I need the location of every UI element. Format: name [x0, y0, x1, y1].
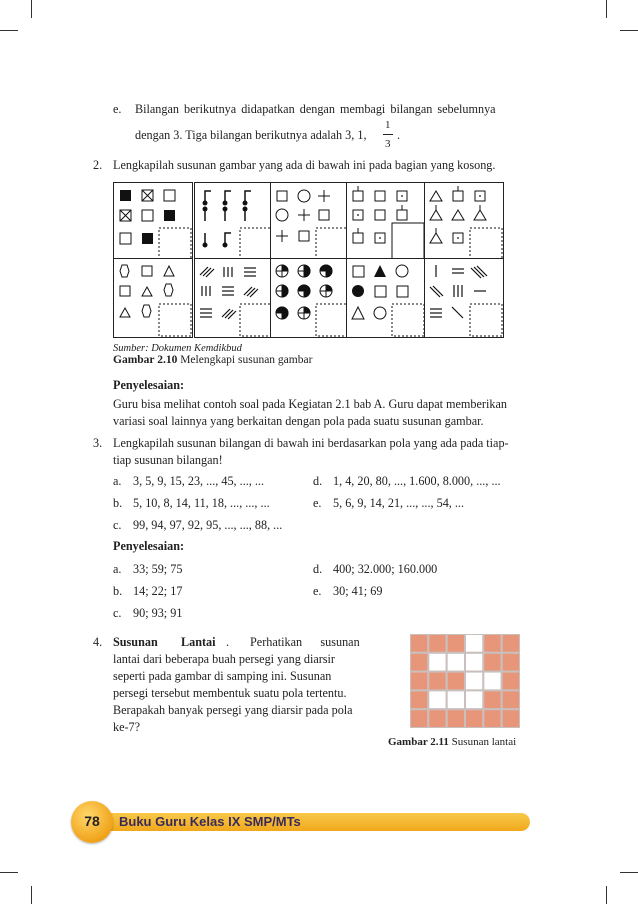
q3-solution-heading: Penyelesaian:: [113, 539, 185, 553]
pattern-puzzle-2: [194, 182, 274, 262]
q3-item-marker: d.: [313, 474, 323, 488]
figure-source: Sumber: Dokumen Kemdikbud: [113, 343, 242, 354]
q4-text-line2: lantai dari beberapa buah persegi yang diarsir: [113, 652, 335, 666]
solution-text-line1: Guru bisa melihat contoh soal pada Kegiatan 2.1 bab A. Guru dapat memberikan: [113, 397, 507, 411]
q4-text-line1: Perhatikan susunan: [250, 635, 360, 649]
crop-mark: [31, 0, 32, 18]
pattern-puzzle-3: [270, 182, 350, 262]
q4-text-line3: seperti pada gambar di samping ini. Susunan: [113, 669, 332, 683]
shaded-tile: [502, 672, 520, 691]
q3-solution-text: 14; 22; 17: [133, 584, 183, 598]
solution-text-line2: variasi soal lainnya yang berkaitan dengan pola pada suatu susunan gambar.: [113, 414, 484, 428]
shaded-tile: [428, 672, 446, 691]
fraction-denominator: 3: [385, 138, 391, 150]
shaded-tile: [447, 709, 465, 728]
shaded-tile: [428, 634, 446, 653]
q3-solution-text: 30; 41; 69: [333, 584, 383, 598]
pattern-puzzle-10: [424, 258, 504, 338]
shaded-tile: [502, 709, 520, 728]
crop-mark: [606, 0, 607, 18]
item-e-marker: e.: [113, 102, 122, 116]
floor-tile-grid: [410, 634, 520, 728]
figure-2-11-label: Gambar 2.11: [388, 736, 449, 748]
q3-number: 3.: [93, 436, 103, 450]
figure-2-11-text: Susunan lantai: [451, 736, 517, 748]
figure-caption-text: Melengkapi susunan gambar: [180, 354, 313, 366]
blank-tile: [428, 690, 446, 709]
blank-tile: [465, 672, 483, 691]
blank-tile: [447, 690, 465, 709]
q3-item-marker: e.: [313, 496, 322, 510]
figure-caption: [113, 352, 312, 369]
shaded-tile: [410, 709, 428, 728]
shaded-tile: [428, 709, 446, 728]
q2-number: 2.: [93, 158, 103, 172]
q4-text-line6: ke-7?: [113, 720, 141, 734]
shaded-tile: [502, 653, 520, 672]
q3-item-text: 5, 6, 9, 14, 21, ..., ..., 54, ...: [333, 496, 465, 510]
blank-tile: [465, 653, 483, 672]
pattern-puzzle-9: [346, 258, 426, 338]
shaded-tile: [483, 634, 501, 653]
blank-tile: [447, 653, 465, 672]
crop-mark: [0, 30, 18, 31]
q2-text: Lengkapilah susunan gambar yang ada di bawah ini pada bagian yang kosong.: [113, 158, 496, 172]
shaded-tile: [447, 634, 465, 653]
shaded-tile: [465, 709, 483, 728]
item-e-period: .: [397, 128, 401, 142]
shaded-tile: [483, 653, 501, 672]
shaded-tile: [410, 672, 428, 691]
blank-tile: [465, 690, 483, 709]
q3-solution-marker: a.: [113, 562, 122, 576]
crop-mark: [31, 886, 32, 904]
pattern-puzzle-1: [113, 182, 193, 262]
shaded-tile: [502, 690, 520, 709]
fraction-numerator: 1: [385, 119, 391, 131]
item-e-line2-text: dengan 3. Tiga bilangan berikutnya adalah 3, 1,: [135, 128, 367, 142]
q4-number: 4.: [93, 635, 103, 649]
shaded-tile: [483, 709, 501, 728]
solution-heading: Penyelesaian:: [113, 378, 185, 392]
q3-item-text: 99, 94, 97, 92, 95, ..., ..., 88, ...: [133, 518, 283, 532]
shaded-tile: [410, 634, 428, 653]
footer-title: Buku Guru Kelas IX SMP/MTs: [119, 814, 301, 829]
blank-tile: [483, 672, 501, 691]
q3-item-text: 3, 5, 9, 15, 23, ..., 45, ..., ...: [133, 474, 265, 488]
pattern-puzzle-5: [424, 182, 504, 262]
q4-text-line4: persegi tersebut membentuk suatu pola tertentu.: [113, 686, 347, 700]
q3-item-text: 5, 10, 8, 14, 11, 18, ..., ..., ...: [133, 496, 270, 510]
pattern-puzzle-6: [113, 258, 193, 338]
blank-tile: [465, 634, 483, 653]
shaded-tile: [483, 690, 501, 709]
q3-item-text: 1, 4, 20, 80, ..., 1.600, 8.000, ..., ...: [333, 474, 501, 488]
q3-text-line2: tiap susunan bilangan!: [113, 453, 223, 467]
q3-text-line1: Lengkapilah susunan bilangan di bawah ini berdasarkan pola yang ada pada tiap-: [113, 436, 509, 450]
q3-solution-marker: c.: [113, 606, 122, 620]
figure-2-11-caption: [388, 734, 516, 751]
crop-mark: [606, 886, 607, 904]
blank-tile: [428, 653, 446, 672]
item-e-line2: [135, 127, 367, 144]
pattern-puzzle-7: [194, 258, 274, 338]
crop-mark: [620, 30, 638, 31]
q3-solution-text: 400; 32.000; 160.000: [333, 562, 438, 576]
shaded-tile: [502, 634, 520, 653]
q4-title-word2: Lantai: [181, 635, 216, 649]
item-e-line1: Bilangan berikutnya didapatkan dengan membagi bilangan sebelumnya: [135, 102, 496, 116]
pattern-puzzle-8: [270, 258, 350, 338]
shaded-tile: [410, 653, 428, 672]
q3-solution-text: 33; 59; 75: [133, 562, 183, 576]
q3-solution-marker: d.: [313, 562, 323, 576]
q3-item-marker: a.: [113, 474, 122, 488]
q3-solution-text: 90; 93; 91: [133, 606, 183, 620]
crop-mark: [620, 872, 638, 873]
q3-solution-marker: b.: [113, 584, 123, 598]
crop-mark: [0, 872, 18, 873]
q3-solution-marker: e.: [313, 584, 322, 598]
pattern-puzzle-4: [346, 182, 426, 262]
fraction-bar: [383, 134, 393, 135]
q3-item-marker: c.: [113, 518, 122, 532]
page-number: 78: [84, 813, 100, 829]
q4-text-line5: Berapakah banyak persegi yang diarsir pada pola: [113, 703, 353, 717]
shaded-tile: [410, 690, 428, 709]
figure-caption-label: Gambar 2.10: [113, 354, 178, 366]
shaded-tile: [447, 672, 465, 691]
q4-title-period: .: [226, 635, 230, 649]
q3-item-marker: b.: [113, 496, 123, 510]
q4-title-word1: Susunan: [113, 635, 158, 649]
